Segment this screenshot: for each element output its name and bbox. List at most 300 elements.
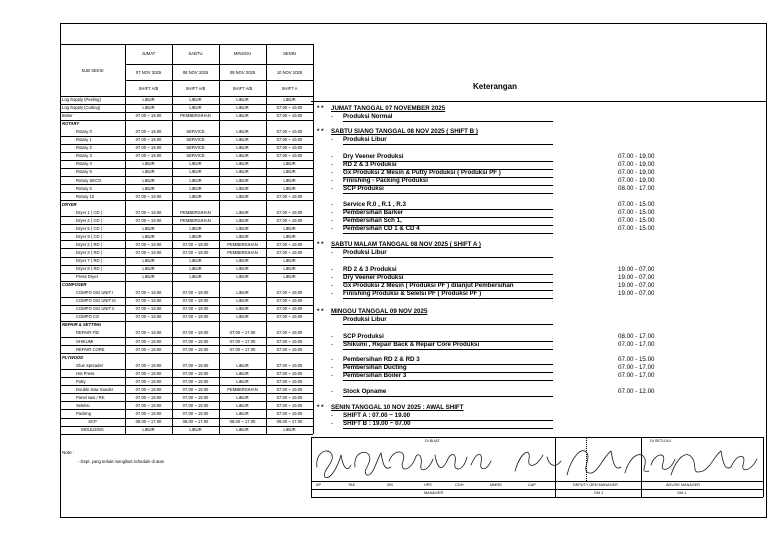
row-label: Dryer 4 ( CD ) [76,217,103,223]
schedule-cell: 08.00 ~ 17.00 [276,419,303,424]
column-day: JUMAT [141,51,156,56]
schedule-cell: 07.00 ~ 19.00 [276,153,303,159]
note-item: RD 2 & 3 Produksi [343,161,397,168]
row-label: REPAIR CORE [76,346,105,352]
note-item: Shikumi , Repair Back & Repair Core Produksi [343,341,480,348]
schedule-cell: LIBUR [142,169,155,175]
sig-deputy-label: DEPUTY GEN MANAGER [573,483,618,487]
schedule-cell: 07.00 ~ 19.00 [135,193,162,199]
column-date: 08 NOV 2025 [182,70,209,75]
keterangan-divider [311,101,767,102]
schedule-cell: LIBUR [189,225,202,231]
schedule-cell: LIBUR [236,185,249,191]
schedule-cell: LIBUR [236,410,249,416]
schedule-cell: 07.00 ~ 19.00 [135,217,162,223]
schedule-cell: 07.00 ~ 19.00 [276,386,303,392]
note-time: 19.00 - 07.00 [618,282,655,289]
schedule-cell: 07.00 ~ 19.00 [182,306,209,312]
schedule-cell: LIBUR [283,161,296,167]
schedule-cell: PEMBERSIHAN [227,386,258,392]
note-item: Dry Veener Produksi [343,274,404,281]
schedule-cell: 07.00 ~ 19.00 [182,290,209,296]
schedule-cell: LIBUR [236,105,249,111]
schedule-cell: LIBUR [236,209,249,215]
note-dash: - [331,372,334,379]
note-item: Produksi Normal [343,113,393,120]
note-item: Stock Opname [343,388,387,395]
column-day: MINGGU [233,51,252,56]
row-label: Press Dryer [76,274,99,280]
schedule-cell: LIBUR [283,177,296,183]
schedule-cell: 08.00 ~ 17.00 [135,419,162,424]
schedule-cell: LIBUR [236,370,249,376]
schedule-cell: LIBUR [142,225,155,231]
row-label: Boiler [62,113,73,119]
note-marker: * * [317,241,324,248]
schedule-cell: LIBUR [236,193,249,199]
schedule-cell: LIBUR [142,97,155,102]
note-time: 08.00 - 17.00 [618,185,655,192]
schedule-cell: LIBUR [142,177,155,183]
note-time: 19.00 - 07.00 [618,290,655,297]
schedule-cell: 07.00 ~ 19.00 [135,410,162,416]
note-text: - Dept. yang terkait mengikuti schedule di atas [78,459,164,464]
schedule-cell: 07.00 ~ 19.00 [276,298,303,304]
schedule-cell: 07.00 ~ 19.00 [276,346,303,352]
note-time: 07.00 - 15.00 [618,356,655,363]
schedule-cell: LIBUR [236,97,249,102]
sig-role-label: HPS [424,483,432,487]
row-label: Rotary 4 [76,161,92,167]
note-item: Finishing Produksi & Selelsi PF ( Produksi PF ) [343,290,482,297]
row-label: Rotary SECO [76,177,102,183]
schedule-cell: LIBUR [236,362,249,368]
row-label: Rotary 5 [76,169,92,175]
schedule-cell: PEMBERSIHAN [227,241,258,247]
schedule-cell: 07.00 ~ 19.00 [276,314,303,320]
schedule-cell: LIBUR [236,402,249,408]
schedule-cell: 07.00 ~ 19.00 [276,113,303,119]
sig-disetujui-label: DI SETUJUI [650,439,671,443]
schedule-cell: LIBUR [189,258,202,263]
schedule-cell: 07.00 ~ 19.00 [182,241,209,247]
row-label: Dryer 1 ( CD ) [76,209,103,215]
schedule-cell: LIBUR [236,137,249,143]
schedule-cell: 07.00 ~ 19.00 [182,338,209,344]
schedule-cell: 07.00 ~ 19.00 [182,394,209,400]
column-date: 10 NOV 2025 [276,70,303,75]
schedule-cell: LIBUR [236,427,249,433]
note-dash: - [331,169,334,176]
schedule-cell: PEMBERSIHAN [180,113,211,119]
schedule-cell: 07.00 ~ 19.00 [182,249,209,255]
schedule-cell: 07.00 ~ 19.00 [135,290,162,296]
row-label: Rotary 2 [76,145,92,151]
note-item: SCP Produksi [343,333,384,340]
note-item: SCP Produksi [343,185,384,192]
note-item: SHIFT B : 19.00 ~ 07.00 [343,420,411,427]
schedule-cell: LIBUR [283,97,296,102]
note-marker: * * [317,308,324,315]
schedule-cell: 07.00 ~ 19.00 [135,298,162,304]
schedule-cell: LIBUR [142,427,155,433]
row-label: COMPO SIG UNIT III [76,298,116,304]
row-label: Dryer 7 ( RD ) [76,258,103,263]
note-dash: - [331,153,334,160]
row-label: COMPO CG [76,314,100,320]
schedule-cell: LIBUR [142,266,155,272]
note-dash: - [331,209,334,216]
schedule-cell: 07.00 ~ 19.00 [276,249,303,255]
schedule-cell: LIBUR [283,258,296,263]
row-label: Dryer 3 ( RD ) [76,249,103,255]
note-item: Pembersihan Barker [343,209,404,216]
schedule-cell: 07.00 ~ 19.00 [135,330,162,336]
schedule-cell: LIBUR [236,153,249,159]
schedule-cell: 07.00 ~ 19.00 [182,386,209,392]
schedule-cell: LIBUR [236,161,249,167]
schedule-cell: 07.00 ~ 19.00 [182,346,209,352]
schedule-cell: 07.00 ~ 19.00 [135,209,162,215]
section-label: ROTARY [62,121,80,127]
note-item: Pembersihan Boiler 3 [343,372,407,379]
note-dash: - [331,290,334,297]
note-item: Produksi Libur [343,249,387,256]
note-heading: SABTU MALAM TANGGAL 08 NOV 2025 ( SHIFT A ) [331,241,481,248]
column-date: 07 NOV 2025 [135,70,162,75]
note-label: Note : [62,450,75,455]
schedule-cell: 07.00 ~ 19.00 [135,346,162,352]
row-label: REPAIR F/B [76,330,99,336]
column-day: SABTU [188,51,203,56]
column-day: SENIN [283,51,296,56]
schedule-cell: 07.00 ~ 19.00 [276,105,303,111]
row-label: Dryer 5 ( CD ) [76,225,103,231]
schedule-cell: 07.00 ~ 19.00 [182,330,209,336]
note-time: 07.00 - 17.00 [618,341,655,348]
schedule-cell: 07.00 ~ 19.00 [182,314,209,320]
note-dash: - [331,217,334,224]
row-label: COMPO SIG UNIT I [76,290,114,296]
section-label: REPAIR & SETTING [62,322,102,328]
row-label: Log Supply (Cutting) [62,105,101,111]
schedule-cell: PEMBERSIHAN [227,249,258,255]
note-time: 07.00 - 15.00 [618,225,655,232]
schedule-cell: 07.00 ~ 19.00 [276,378,303,384]
section-label: PLYWOOD [62,354,84,360]
note-marker: * * [317,128,324,135]
schedule-cell: LIBUR [189,274,202,280]
schedule-cell: SERVICE [186,153,205,159]
schedule-cell: LIBUR [189,193,202,199]
note-time: 07.00 - 15.00 [618,217,655,224]
schedule-cell: 07.00 ~ 19.00 [276,362,303,368]
handwritten-signatures [311,437,763,487]
schedule-cell: 07.00 ~ 19.00 [135,338,162,344]
schedule-cell: LIBUR [236,177,249,183]
schedule-cell: LIBUR [236,217,249,223]
row-label: Rotary 1 [76,137,92,143]
note-time: 07.00 - 19.00 [618,161,655,168]
row-label: SCP [88,419,97,424]
schedule-cell: LIBUR [189,161,202,167]
row-label: Packing [76,410,91,416]
sig-role-label: MMRD [490,483,502,487]
section-label: DRYER [62,201,77,207]
row-label: Rotary 3 [76,153,92,159]
row-label: Rotary 6 [76,185,92,191]
sig-role-label: CAP [528,483,536,487]
note-marker: * * [317,105,324,112]
schedule-cell: 07.00 ~ 19.00 [135,249,162,255]
note-item: SHIFT A : 07.00 ~ 19.00 [343,412,411,419]
sub-seksi-header: SUB SEKSI [81,68,104,73]
schedule-cell: LIBUR [236,266,249,272]
schedule-cell: LIBUR [236,225,249,231]
schedule-cell: 07.00 ~ 19.00 [276,145,303,151]
schedule-cell: 07.00 ~ 19.00 [135,137,162,143]
note-dash: - [331,274,334,281]
note-dash: - [331,412,334,419]
note-dash: - [331,266,334,273]
note-time: 07.00 - 19.00 [618,169,655,176]
note-dash: - [331,113,334,120]
schedule-cell: LIBUR [189,177,202,183]
note-item: RD 2 & 3 Produksi [343,266,397,273]
column-date: 09 NOV 2025 [229,70,256,75]
sig-role-label: TAK [348,483,356,487]
schedule-cell: 07.00 ~ 17.00 [229,338,256,344]
schedule-cell: LIBUR [189,233,202,239]
schedule-cell: PEMBERSIHAN [180,217,211,223]
row-label: Rotary 0 [76,129,92,135]
schedule-cell: LIBUR [236,290,249,296]
section-label: COMPOSER [62,282,87,288]
note-marker: * * [317,404,324,411]
schedule-cell: LIBUR [189,185,202,191]
note-dash: - [331,225,334,232]
schedule-cell: 07.00 ~ 19.00 [135,314,162,320]
schedule-cell: 07.00 ~ 19.00 [135,378,162,384]
schedule-cell: 07.00 ~ 19.00 [135,402,162,408]
schedule-cell: LIBUR [189,266,202,272]
row-label: Hot Press [76,370,95,376]
schedule-cell: LIBUR [236,378,249,384]
schedule-cell: LIBUR [283,169,296,175]
schedule-cell: 07.00 ~ 17.00 [229,346,256,352]
row-label: SHIKUMI [76,338,94,344]
schedule-cell: 07.00 ~ 19.00 [135,153,162,159]
schedule-cell: LIBUR [283,225,296,231]
sig-gm-label-1: GM 1 [594,491,604,495]
row-label: Rotary 10 [76,193,95,199]
note-time: 07.00 - 15.00 [618,209,655,216]
schedule-cell: LIBUR [189,105,202,111]
note-time: 07.00 - 17.00 [618,364,655,371]
schedule-cell: 07.00 ~ 19.00 [276,290,303,296]
note-time: 08.00 - 17.00 [618,333,655,340]
note-dash: - [331,364,334,371]
sig-role-label: SM [387,483,393,487]
column-shift: SHIFT A [281,86,298,91]
schedule-cell: 07.00 ~ 19.00 [182,402,209,408]
note-dash: - [331,333,334,340]
schedule-cell: LIBUR [142,233,155,239]
schedule-cell: LIBUR [283,266,296,272]
schedule-cell: LIBUR [283,185,296,191]
schedule-cell: 07.00 ~ 19.00 [276,370,303,376]
note-item: Pembersihan Sch 1, [343,217,402,224]
schedule-cell: 07.00 ~ 19.00 [276,193,303,199]
row-label: Dryer 2 ( RD ) [76,241,103,247]
schedule-cell: 07.00 ~ 19.00 [135,129,162,135]
schedule-cell: LIBUR [236,314,249,320]
schedule-cell: LIBUR [236,145,249,151]
note-item: Service R.0 , R.1 , R.3 [343,201,406,208]
note-dash: - [331,388,334,395]
schedule-cell: 07.00 ~ 19.00 [276,137,303,143]
note-dash: - [331,356,334,363]
row-label: Seleksi [76,402,90,408]
schedule-cell: LIBUR [236,129,249,135]
note-dash: - [331,161,334,168]
schedule-cell: LIBUR [142,185,155,191]
row-label: Glue Spreader [76,362,104,368]
row-label: Dryer 8 ( RD ) [76,266,103,272]
note-dash: - [331,185,334,192]
schedule-cell: 07.00 ~ 19.00 [135,145,162,151]
note-item: Finishing - Packing Produksi [343,177,428,184]
note-item: Gx Produksi 2 Mesin ( Produksi PF ) dilanjut Pembersihan [343,282,514,289]
note-item: Produksi Libur [343,136,387,143]
schedule-cell: LIBUR [236,306,249,312]
note-heading: MINGGU TANGGAL 09 NOV 2025 [331,308,428,315]
sig-role-label: CGH [455,483,464,487]
column-shift: SHIFT A/B [138,86,159,91]
schedule-cell: PEMBERSIHAN [180,209,211,215]
schedule-cell: 07.00 ~ 19.00 [182,362,209,368]
row-label: Dryer 9 ( CD ) [76,233,103,239]
note-time: 07.00 - 19.00 [618,153,655,160]
schedule-cell: LIBUR [236,258,249,263]
schedule-cell: 07.00 ~ 19.00 [135,394,162,400]
note-heading: SENIN TANGGAL 10 NOV 2025 : AWAL SHIFT [331,404,464,411]
schedule-cell: LIBUR [142,274,155,280]
schedule-cell: 07.00 ~ 17.00 [229,330,256,336]
schedule-cell: 07.00 ~ 19.00 [135,386,162,392]
schedule-cell: LIBUR [142,258,155,263]
schedule-cell: 07.00 ~ 19.00 [276,241,303,247]
note-item: Dry Veener Produksi [343,153,404,160]
note-dash: - [331,249,334,256]
schedule-cell: LIBUR [189,427,202,433]
note-dash: - [331,201,334,208]
sig-manager-label: MANAGER [424,491,444,495]
column-shift: SHIFT A/B [185,86,206,91]
schedule-cell: LIBUR [142,161,155,167]
schedule-cell: 07.00 ~ 19.00 [276,394,303,400]
schedule-cell: LIBUR [189,169,202,175]
note-dash: - [331,282,334,289]
schedule-cell: 07.00 ~ 19.00 [276,338,303,344]
schedule-cell: LIBUR [283,274,296,280]
schedule-cell: LIBUR [189,97,202,102]
schedule-cell: LIBUR [236,394,249,400]
schedule-cell: LIBUR [236,233,249,239]
note-time: 07.00 - 12.00 [618,388,655,395]
column-shift: SHIFT A/B [232,86,253,91]
schedule-cell: 07.00 ~ 19.00 [276,306,303,312]
schedule-cell: LIBUR [283,233,296,239]
keterangan-title: Keterangan [473,82,518,91]
schedule-cell: 07.00 ~ 19.00 [182,410,209,416]
schedule-cell: SERVICE [186,129,205,135]
sig-adviser-label: ADVISE MANAGER [666,483,701,487]
schedule-cell: LIBUR [283,427,296,433]
note-heading: JUMAT TANGGAL 07 NOVEMBER 2025 [331,105,446,112]
note-item: Gx Produksi 2 Mesin & Putty Produksi ( Produksi PF ) [343,169,501,176]
note-time: 19.00 - 07.00 [618,274,655,281]
schedule-cell: 07.00 ~ 19.00 [135,241,162,247]
note-time: 07.00 - 17.00 [618,372,655,379]
schedule-cell: 07.00 ~ 19.00 [276,217,303,223]
schedule-cell: 07.00 ~ 19.00 [135,113,162,119]
sig-gm-label-2: GM 1 [677,491,687,495]
note-time: 07.00 - 19.00 [618,177,655,184]
sig-dibuat-label: DI BUAT [425,439,440,443]
row-label: Panel saw / RK [76,394,105,400]
note-dash: - [331,420,334,427]
schedule-cell: LIBUR [236,113,249,119]
note-item: Pembersihan RD 2 & RD 3 [343,356,420,363]
schedule-cell: 07.00 ~ 19.00 [135,306,162,312]
note-item: Produksi Libur [343,316,387,323]
schedule-cell: LIBUR [142,105,155,111]
row-label: Double Saw Sander [76,386,114,392]
schedule-cell: 08.00 ~ 17.00 [229,419,256,424]
schedule-cell: LIBUR [236,274,249,280]
schedule-cell: SERVICE [186,137,205,143]
note-time: 07.00 - 15.00 [618,201,655,208]
schedule-cell: 07.00 ~ 19.00 [182,378,209,384]
row-label: COMPO SIG UNIT II [76,306,115,312]
note-dash: - [331,341,334,348]
row-label: Log Supply (Peeling) [62,97,101,102]
schedule-cell: LIBUR [236,298,249,304]
schedule-cell: 07.00 ~ 19.00 [276,209,303,215]
schedule-cell: 07.00 ~ 19.00 [276,410,303,416]
note-item: Pembersihan Ducting [343,364,407,371]
schedule-cell: 07.00 ~ 19.00 [276,129,303,135]
schedule-cell: 07.00 ~ 19.00 [135,362,162,368]
row-label: Putty [76,378,86,384]
schedule-cell: 08.00 ~ 17.00 [182,419,209,424]
note-dash: - [331,136,334,143]
schedule-cell: LIBUR [236,169,249,175]
schedule-cell: 07.00 ~ 19.00 [276,330,303,336]
note-time: 19.00 - 07.00 [618,266,655,273]
row-label: MOULDING [81,427,104,433]
sig-role-label: AP [316,483,322,487]
schedule-cell: 07.00 ~ 19.00 [182,298,209,304]
schedule-cell: SERVICE [186,145,205,151]
schedule-cell: 07.00 ~ 19.00 [276,402,303,408]
schedule-cell: 07.00 ~ 19.00 [182,370,209,376]
schedule-cell: 07.00 ~ 19.00 [135,370,162,376]
note-item: Pembersihan CD 1 & CD 4 [343,225,420,232]
note-dash: - [331,177,334,184]
note-heading: SABTU SIANG TANGGAL 08 NOV 2025 ( SHIFT B ) [331,128,478,135]
